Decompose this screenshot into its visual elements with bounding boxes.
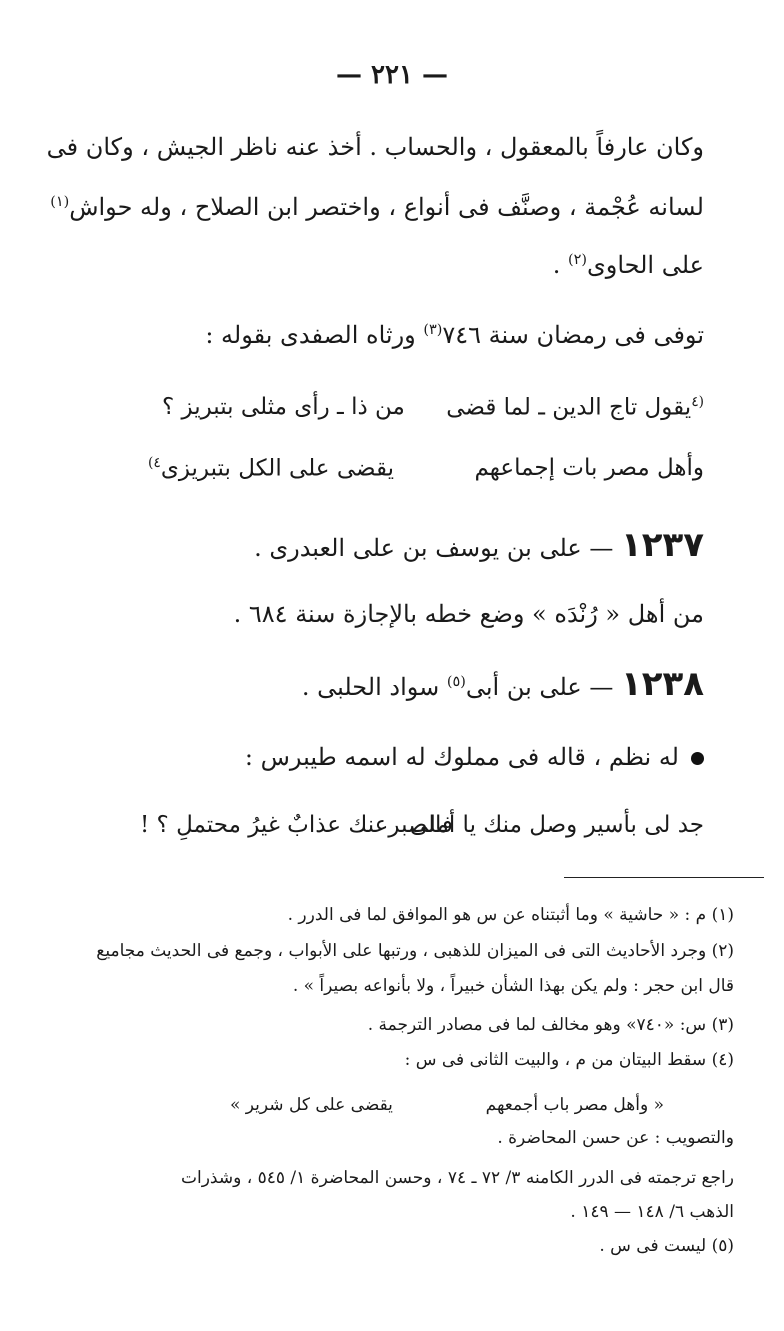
paragraph-text: على الحاوى	[586, 251, 704, 279]
entry-name: — على بن يوسف بن على العبدرى .	[254, 534, 614, 562]
paragraph-text: ورثاه الصفدى بقوله :	[205, 321, 424, 349]
footnote-2-line-2: قال ابن حجر : ولم يكن بهذا الشأن خبيراً ، ولا بأنواعه بصيراً » .	[292, 976, 734, 996]
verse-1-left: من ذا ـ رأى مثلى بتبريز ؟	[162, 394, 405, 420]
entry-name: سواد الحلبى .	[301, 673, 447, 701]
death-line	[205, 321, 704, 349]
footnote-4-verse-left: يقضى على كل شرير »	[230, 1095, 393, 1115]
footnote-ref: (٥)	[446, 674, 466, 690]
entry-1237-heading	[254, 525, 704, 565]
entry-1237-text: من أهل « رُنْدَه » وضع خطه بالإجازة سنة ٦٨٤ .	[233, 600, 704, 628]
footnote-1: (١) م : « حاشية » وما أثبتناه عن س هو الموافق لما فى الدرر .	[287, 905, 734, 925]
footnote-ref: (٢)	[567, 252, 587, 268]
paragraph-line-1	[47, 133, 704, 161]
page-number: — ٢٢١ —	[335, 60, 449, 90]
footnote-3: (٣) س: «٧٤٠» وهو مخالف لما فى مصادر الترجمة .	[367, 1015, 734, 1035]
footnote-4-verse-right: « وأهل مصر باب أجمعهم	[485, 1095, 664, 1115]
entry-number: ١٢٣٨	[620, 664, 704, 704]
verse-3-left: فالصبرعنك عذابٌ غيرُ محتملِ ؟ !	[140, 812, 453, 838]
bullet-icon	[691, 752, 704, 765]
verse-1-right	[446, 394, 704, 421]
verse-2-left	[148, 455, 394, 482]
footnote-divider	[564, 877, 764, 878]
paragraph-line-3	[553, 251, 704, 279]
footnote-ref: ٤)	[148, 455, 161, 471]
paragraph-text: له نظم ، قاله فى مملوك له اسمه طيبرس :	[244, 743, 679, 771]
paragraph-line-2	[50, 193, 704, 221]
paragraph-text: .	[552, 251, 568, 279]
footnote-ref: (١)	[50, 194, 70, 210]
entry-number: ١٢٣٧	[620, 525, 704, 565]
verse-3-right: جد لى بأسير وصل منك يا أملى	[409, 812, 704, 838]
footnote-4: (٤) سقط البيتان من م ، والبيت الثانى فى س :	[404, 1050, 734, 1070]
footnote-5: (٥) ليست فى س .	[599, 1236, 734, 1256]
reference-line-1: راجع ترجمته فى الدرر الكامنه ٣/ ٧٢ ـ ٧٤ ، وحسن المحاضرة ١/ ٥٤٥ ، وشذرات	[180, 1168, 734, 1188]
footnote-ref: (٣)	[423, 322, 443, 338]
entry-name: — على بن أبى	[465, 673, 614, 701]
hemistich: يقول تاج الدين ـ لما قضى	[446, 394, 692, 421]
footnote-2-line-1: (٢) وجرد الأحاديث التى فى الميزان للذهبى ، ورتبها على الأبواب ، وجمع فى الحديث مجاميع	[96, 941, 734, 961]
verse-2-right: وأهل مصر بات إجماعهم	[474, 455, 704, 481]
reference-line-2: الذهب ٦/ ١٤٨ — ١٤٩ .	[570, 1202, 734, 1222]
entry-1238-heading	[302, 664, 704, 704]
footnote-ref: (٤	[691, 394, 704, 410]
paragraph-text: لسانه عُجْمة ، وصنَّف فى أنواع ، واختصر ابن الصلاح ، وله حواش	[69, 193, 704, 221]
paragraph-text: وكان عارفاً بالمعقول ، والحساب . أخذ عنه ناظر الجيش ، وكان فى	[46, 133, 704, 161]
bullet-line	[245, 743, 704, 771]
paragraph-text: توفى فى رمضان سنة ٧٤٦	[442, 321, 704, 349]
footnote-4-correction: والتصويب : عن حسن المحاضرة .	[497, 1128, 734, 1148]
hemistich: يقضى على الكل بتبريزى	[160, 455, 394, 482]
